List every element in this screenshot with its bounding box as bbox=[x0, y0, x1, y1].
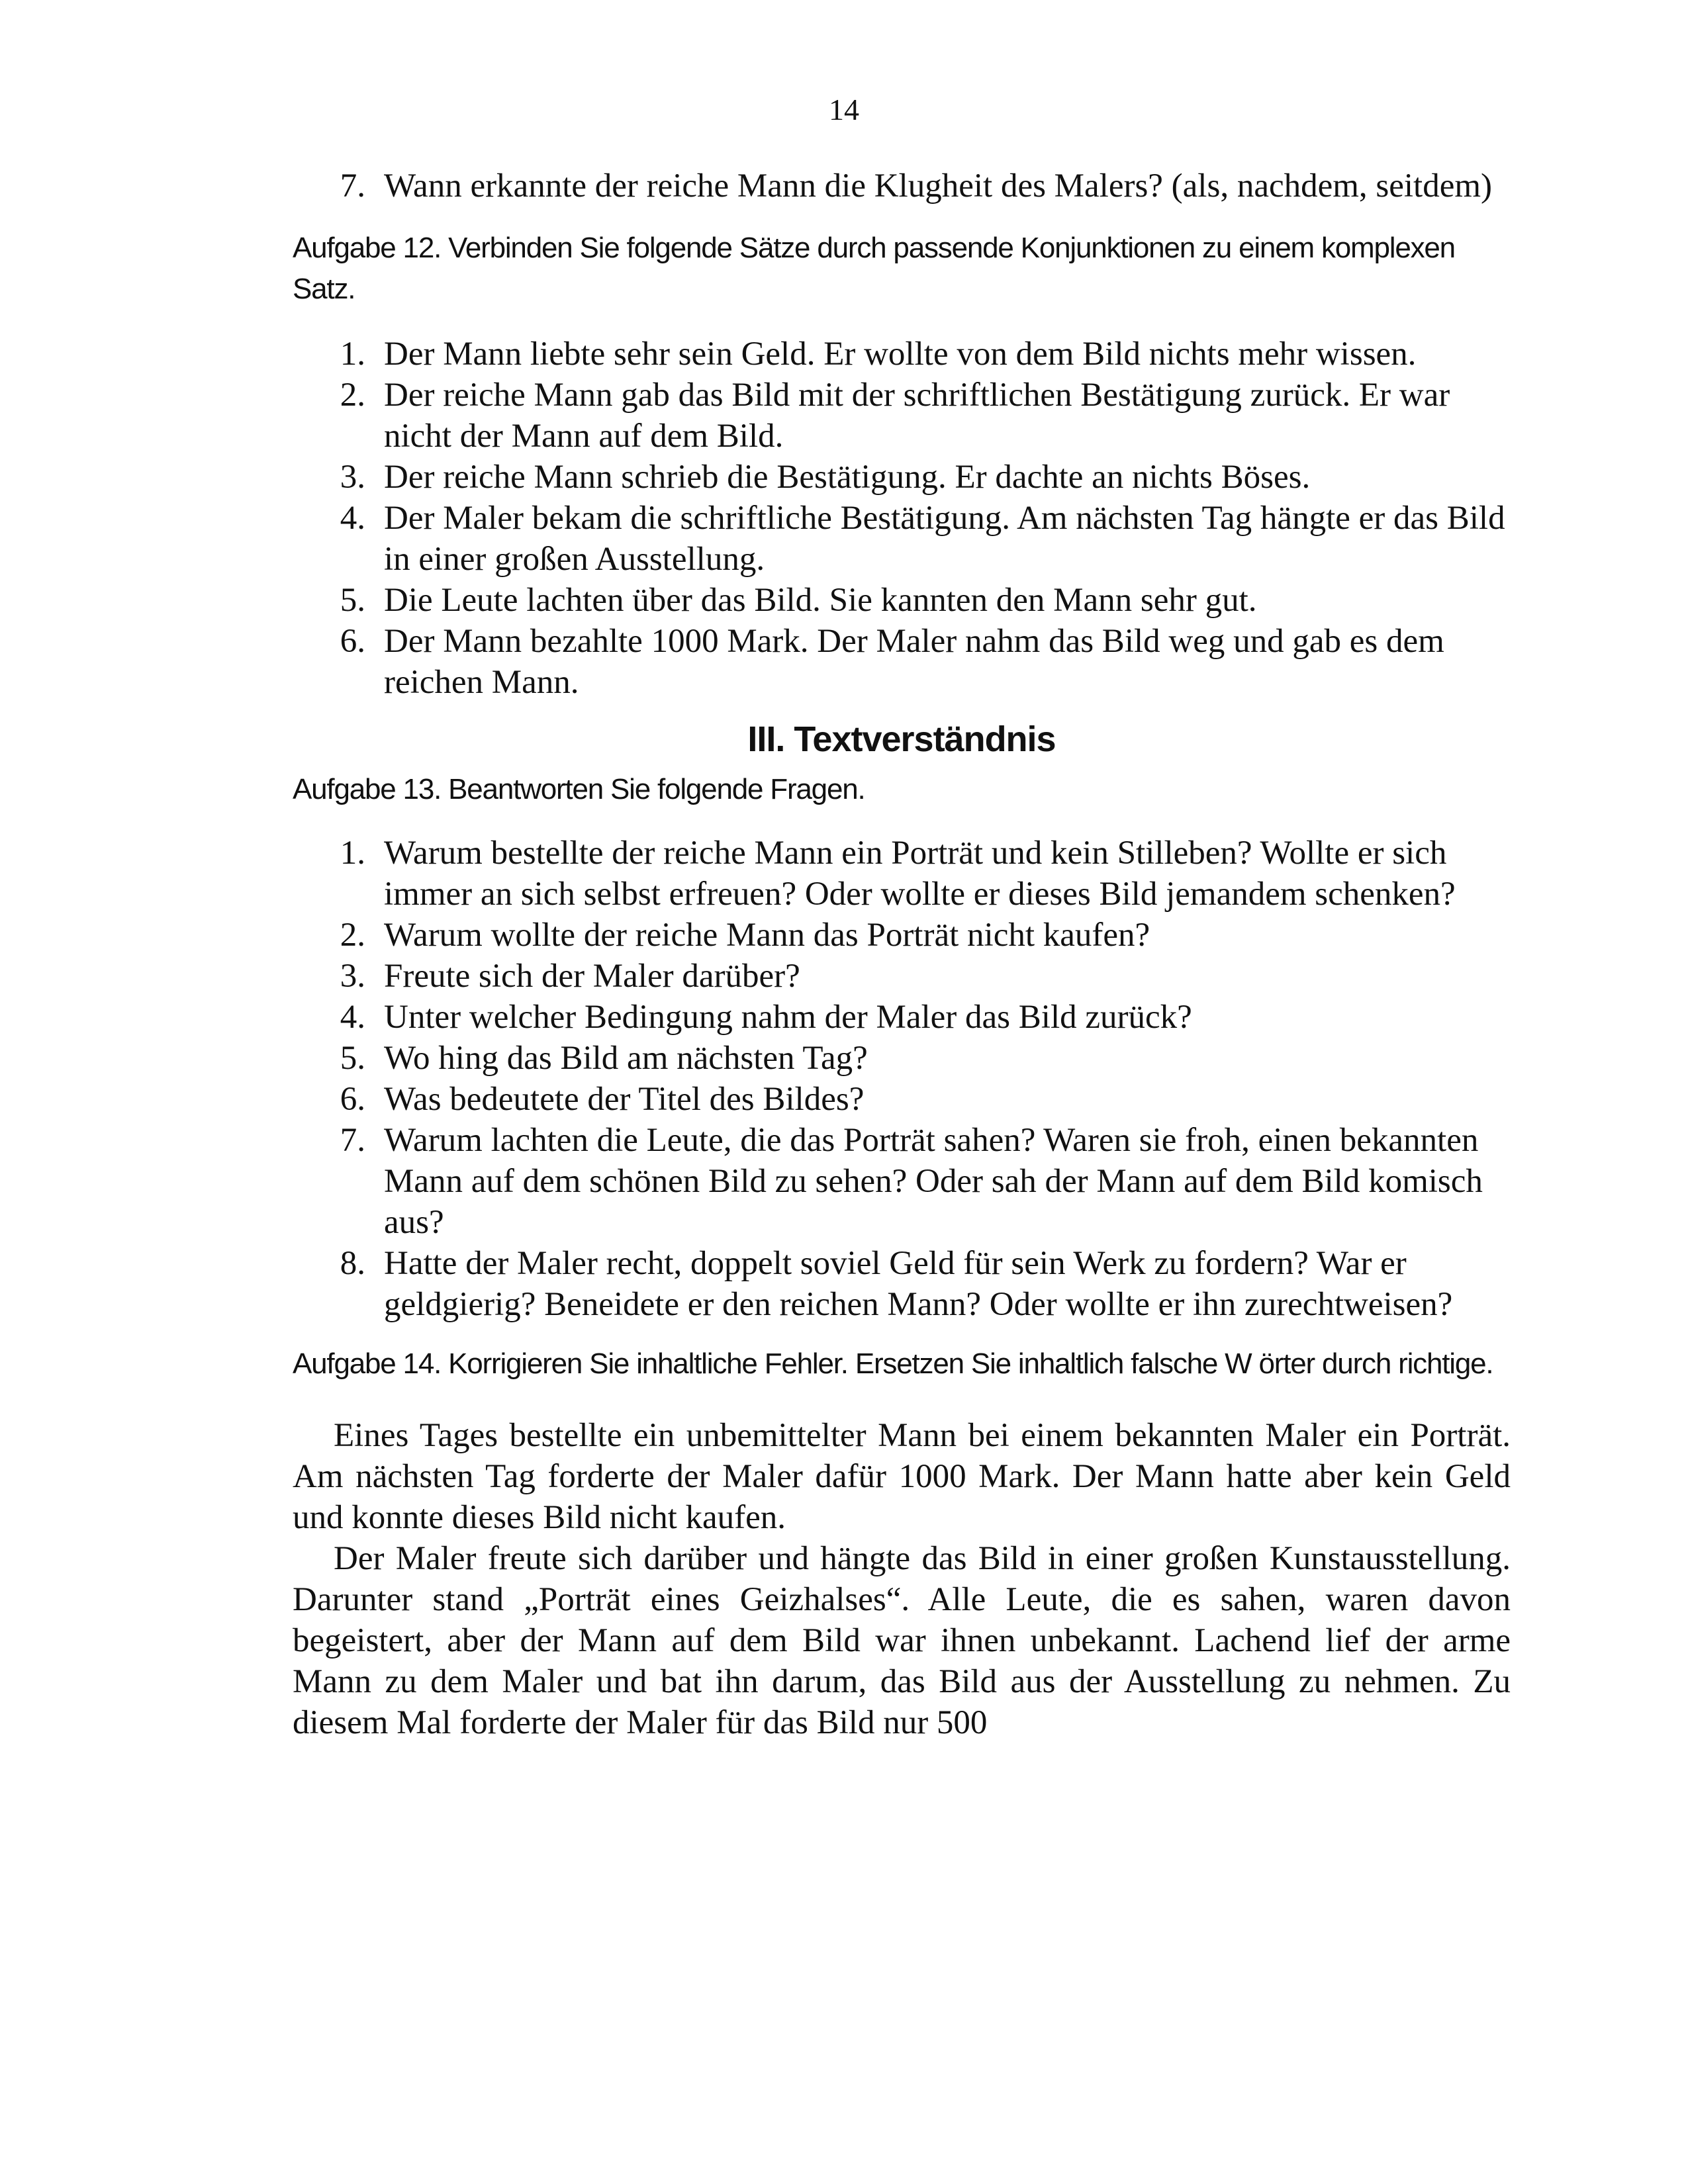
list-item bbox=[293, 1243, 1511, 1325]
list-item-number: 4. bbox=[340, 999, 365, 1036]
list-item-text: Der Mann bezahlte 1000 Mark. Der Maler nahm das Bild weg und gab es dem reichen Mann. bbox=[384, 623, 1444, 701]
continued-question-list bbox=[293, 165, 1511, 206]
list-item bbox=[293, 621, 1511, 703]
list-item-number: 5. bbox=[340, 1040, 365, 1077]
list-item-number: 8. bbox=[340, 1245, 365, 1282]
list-item-text: Hatte der Maler recht, doppelt soviel Geld für sein Werk zu fordern? War er geldgierig? Beneidete er den reichen Mann? Oder wollte er ihn zurechtweisen? bbox=[384, 1245, 1453, 1323]
list-item-number: 3. bbox=[340, 459, 365, 496]
list-item bbox=[293, 375, 1511, 457]
list-item-number: 7. bbox=[340, 1122, 365, 1159]
list-item-number: 6. bbox=[340, 1081, 365, 1118]
list-item-number: 2. bbox=[340, 917, 365, 954]
list-item bbox=[293, 498, 1511, 580]
list-item-text: Freute sich der Maler darüber? bbox=[384, 958, 800, 995]
list-item bbox=[293, 457, 1511, 498]
task-13-list bbox=[293, 833, 1511, 1325]
list-item-number: 6. bbox=[340, 623, 365, 660]
list-item-number: 1. bbox=[340, 336, 365, 373]
list-item-text: Der Mann liebte sehr sein Geld. Er wollte von dem Bild nichts mehr wissen. bbox=[384, 336, 1417, 373]
list-item-text: Wann erkannte der reiche Mann die Klugheit des Malers? (als, nachdem, seitdem) bbox=[384, 167, 1493, 205]
task-12-list bbox=[293, 334, 1511, 703]
list-item-text: Die Leute lachten über das Bild. Sie kannten den Mann sehr gut. bbox=[384, 582, 1257, 619]
list-item-number: 7. bbox=[340, 167, 365, 205]
task-14-instruction: Aufgabe 14. Korrigieren Sie inhaltliche Fehler. Ersetzen Sie inhaltlich falsche W örter durch richtige. bbox=[293, 1347, 1493, 1380]
list-item-text: Wo hing das Bild am nächsten Tag? bbox=[384, 1040, 868, 1077]
list-item bbox=[293, 165, 1511, 206]
list-item-text: Warum lachten die Leute, die das Porträt sahen? Waren sie froh, einen bekannten Mann auf dem schönen Bild zu sehen? Oder sah der Mann auf dem Bild komisch aus? bbox=[384, 1122, 1483, 1241]
list-item bbox=[293, 956, 1511, 997]
page-content bbox=[293, 165, 1511, 1743]
list-item-text: Der reiche Mann schrieb die Bestätigung. Er dachte an nichts Böses. bbox=[384, 459, 1311, 496]
list-item bbox=[293, 1120, 1511, 1243]
list-item-text: Der reiche Mann gab das Bild mit der schriftlichen Bestätigung zurück. Er war nicht der Mann auf dem Bild. bbox=[384, 377, 1450, 455]
list-item-text: Was bedeutete der Titel des Bildes? bbox=[384, 1081, 865, 1118]
task-13-instruction: Aufgabe 13. Beantworten Sie folgende Fragen. bbox=[293, 773, 865, 805]
list-item-number: 3. bbox=[340, 958, 365, 995]
list-item-number: 4. bbox=[340, 500, 365, 537]
section-heading: III. Textverständnis bbox=[747, 719, 1056, 759]
paragraph: Eines Tages bestellte ein unbemittelter Mann bei einem bekannten Maler ein Porträt. Am nächsten Tag forderte der Maler dafür 1000 Mark. Der Mann hatte aber kein Geld und konnte dieses Bild nicht kaufen. bbox=[293, 1417, 1511, 1536]
list-item bbox=[293, 580, 1511, 621]
list-item-number: 5. bbox=[340, 582, 365, 619]
paragraph: Der Maler freute sich darüber und hängte das Bild in einer großen Kunstausstellung. Darunter stand „Porträt eines Geizhalses“. Alle Leute, die es sahen, waren davon begeistert, aber der Mann auf dem Bild war ihnen unbekannt. Lachend lief der arme Mann zu dem Maler und bat ihn darum, das Bild aus der Ausstellung zu nehmen. Zu diesem Mal forderte der Maler für das Bild nur 500 bbox=[293, 1540, 1511, 1741]
list-item-number: 1. bbox=[340, 835, 365, 872]
list-item-text: Warum bestellte der reiche Mann ein Porträt und kein Stilleben? Wollte er sich immer an sich selbst erfreuen? Oder wollte er dieses Bild jemandem schenken? bbox=[384, 835, 1456, 913]
task-14-text bbox=[293, 1415, 1511, 1743]
list-item bbox=[293, 915, 1511, 956]
list-item-text: Warum wollte der reiche Mann das Porträt nicht kaufen? bbox=[384, 917, 1150, 954]
list-item bbox=[293, 997, 1511, 1038]
page-number: 14 bbox=[829, 93, 859, 126]
task-12-instruction: Aufgabe 12. Verbinden Sie folgende Sätze durch passende Konjunktionen zu einem komplexen Satz. bbox=[293, 232, 1455, 305]
list-item bbox=[293, 334, 1511, 375]
list-item bbox=[293, 1079, 1511, 1120]
list-item-number: 2. bbox=[340, 377, 365, 414]
list-item-text: Der Maler bekam die schriftliche Bestätigung. Am nächsten Tag hängte er das Bild in einer großen Ausstellung. bbox=[384, 500, 1505, 578]
list-item-text: Unter welcher Bedingung nahm der Maler das Bild zurück? bbox=[384, 999, 1192, 1036]
list-item bbox=[293, 1038, 1511, 1079]
list-item bbox=[293, 833, 1511, 915]
